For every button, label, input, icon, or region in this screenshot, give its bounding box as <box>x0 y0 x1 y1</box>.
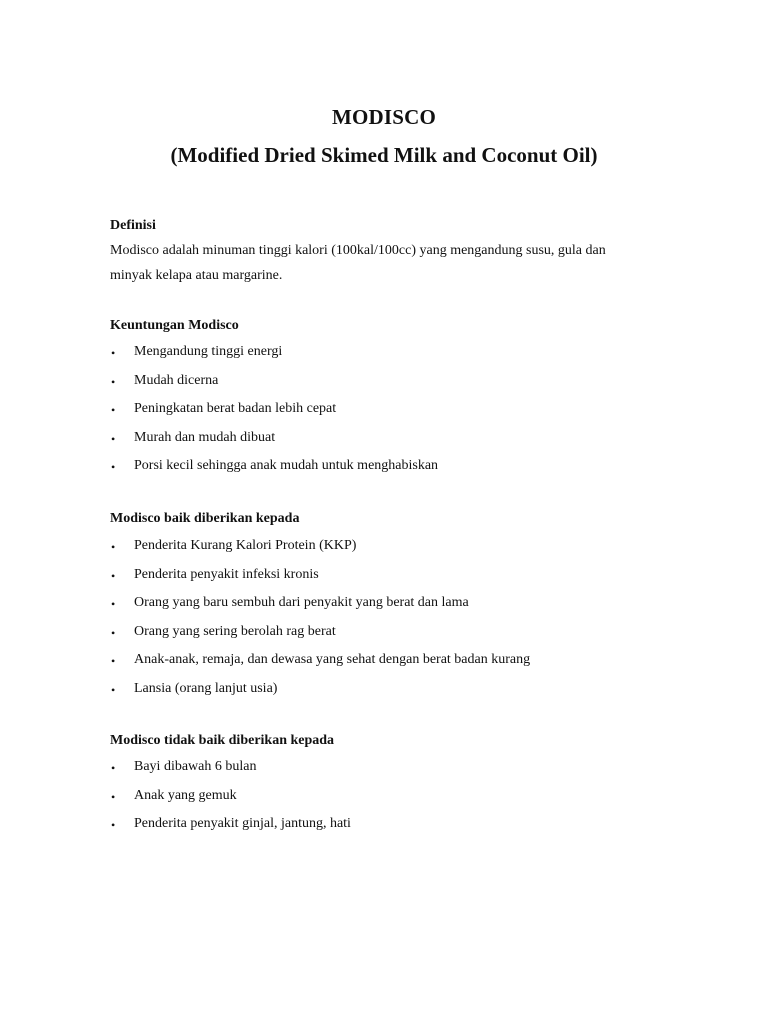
definisi-paragraph <box>110 238 670 288</box>
list-item-text: Peningkatan berat badan lebih cepat <box>134 401 337 416</box>
bullet-icon: • <box>111 597 116 611</box>
bullet-icon: • <box>111 374 116 389</box>
bullet-icon: • <box>111 761 116 775</box>
section-heading-definisi: Definisi <box>110 218 156 233</box>
list-item-text: Penderita penyakit ginjal, jantung, hati <box>134 816 351 831</box>
list-item-text: Bayi dibawah 6 bulan <box>134 759 257 774</box>
document-title: MODISCO <box>331 105 437 129</box>
section-heading-tidak-baik: Modisco tidak baik diberikan kepada <box>110 733 335 748</box>
list-item-text: Porsi kecil sehingga anak mudah untuk menghabiskan <box>134 458 439 473</box>
bullet-icon: • <box>111 818 116 832</box>
bullet-icon: • <box>111 540 116 554</box>
bullet-icon: • <box>111 625 116 640</box>
list-item-text: Lansia (orang lanjut usia) <box>134 680 278 696</box>
bullet-icon: • <box>111 789 116 804</box>
bullet-icon: • <box>111 431 116 446</box>
list-item-text: Anak-anak, remaja, dan dewasa yang sehat dengan berat badan kurang <box>134 652 531 667</box>
section-heading-keuntungan: Keuntungan Modisco <box>110 318 239 333</box>
list-item-text: Murah dan mudah dibuat <box>134 429 276 445</box>
list-item-text: Mudah dicerna <box>134 372 219 388</box>
list-item-text: Anak yang gemuk <box>134 787 237 803</box>
bullet-icon: • <box>111 568 116 583</box>
list-item-text: Penderita Kurang Kalori Protein (KKP) <box>134 538 357 553</box>
section-heading-baik: Modisco baik diberikan kepada <box>110 511 300 526</box>
bullet-icon: • <box>111 654 116 668</box>
list-item-text: Penderita penyakit infeksi kronis <box>134 566 319 582</box>
list-item-text: Orang yang sering berolah rag berat <box>134 623 336 639</box>
document-subtitle: (Modified Dried Skimed Milk and Coconut Oil) <box>170 143 598 167</box>
definisi-line: Modisco adalah minuman tinggi kalori (100kal/100cc) yang mengandung susu, gula dan <box>110 243 606 258</box>
bullet-icon: • <box>111 682 116 697</box>
bullet-icon: • <box>111 403 116 417</box>
definisi-line: minyak kelapa atau margarine. <box>110 268 283 283</box>
bullet-icon: • <box>111 346 116 360</box>
bullet-icon: • <box>111 460 116 474</box>
list-item-text: Mengandung tinggi energi <box>134 344 283 359</box>
list-item-text: Orang yang baru sembuh dari penyakit yang berat dan lama <box>134 595 469 610</box>
